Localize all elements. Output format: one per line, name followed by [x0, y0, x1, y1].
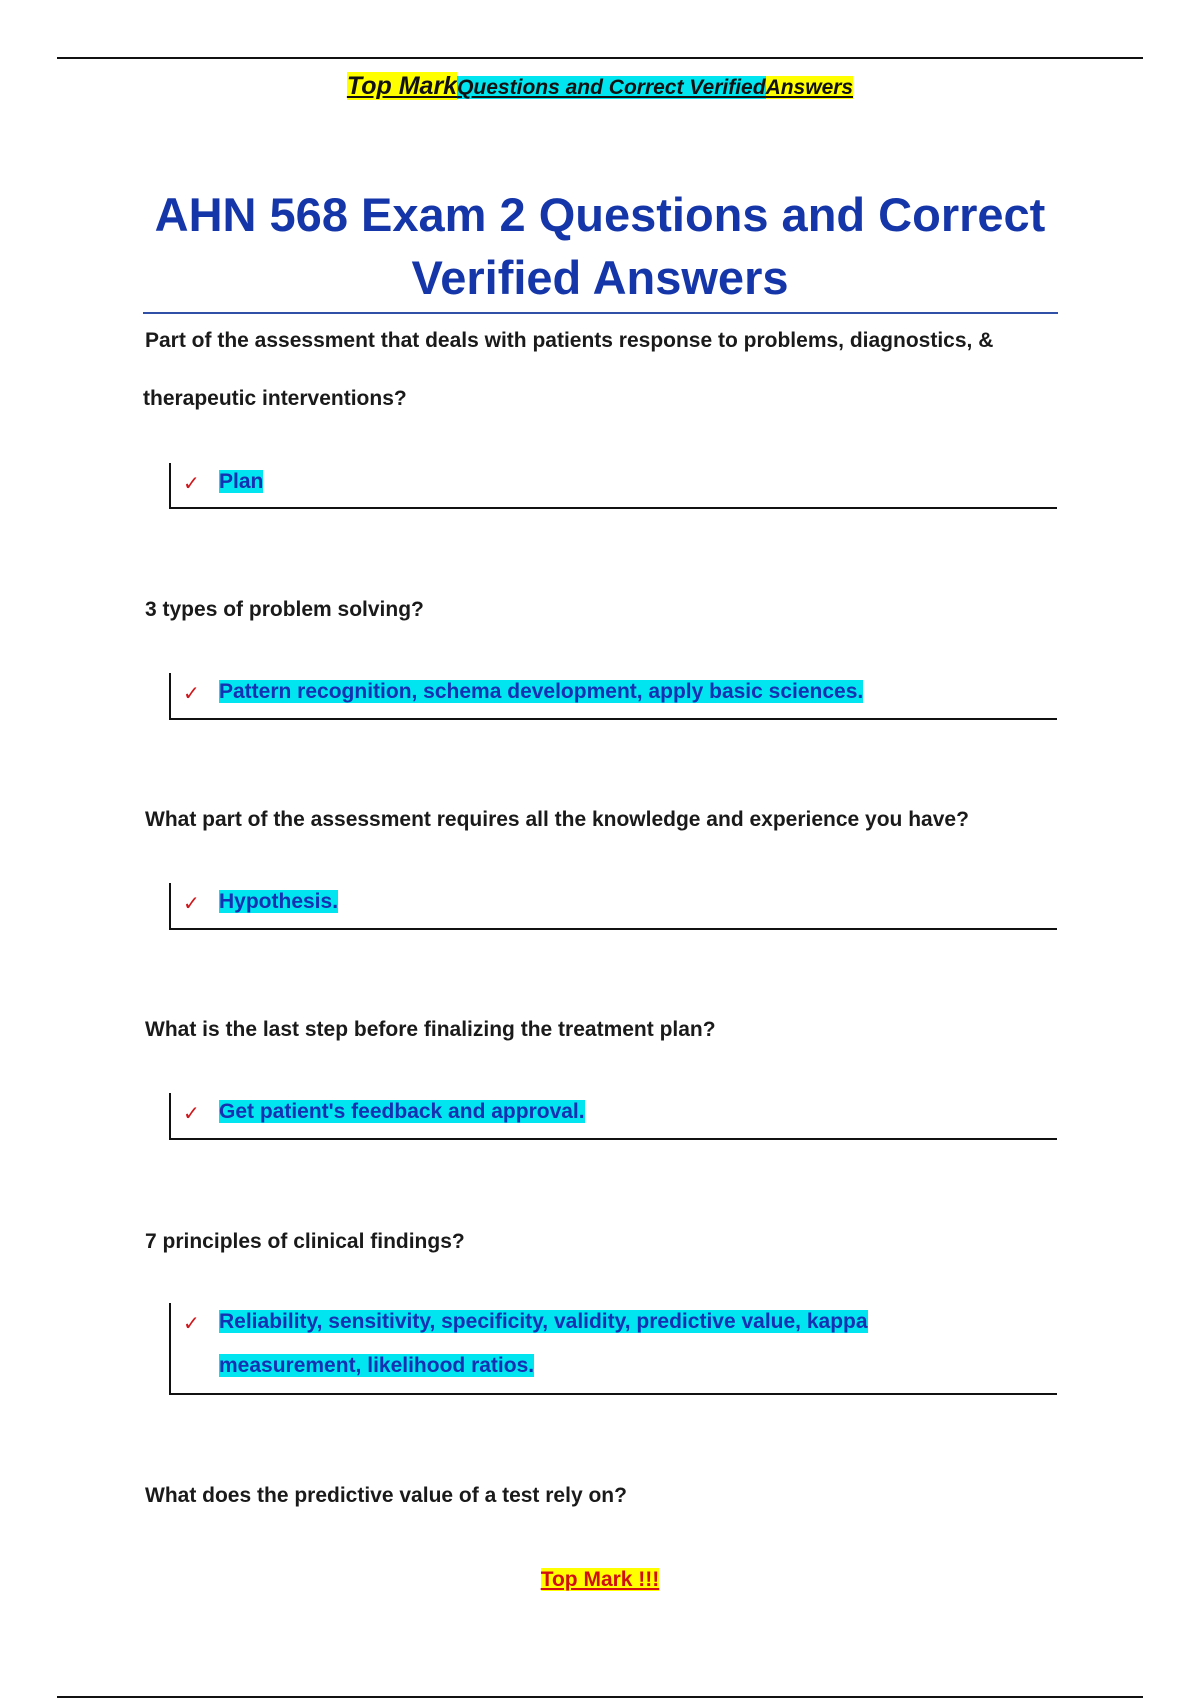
document-title [140, 183, 1060, 309]
answer-box-3 [169, 883, 1057, 930]
header-end: Answers [765, 76, 854, 99]
check-icon: ✓ [183, 683, 200, 705]
title-line-1: AHN 568 Exam 2 Questions and Correct [154, 188, 1046, 241]
question-1-line-1: Part of the assessment that deals with patients response to problems, diagnostics, & [145, 329, 994, 352]
question-6: What does the predictive value of a test rely on? [145, 1484, 627, 1507]
question-3: What part of the assessment requires all the knowledge and experience you have? [145, 808, 969, 831]
answer-5-line-2: measurement, likelihood ratios. [219, 1354, 535, 1377]
top-rule [57, 57, 1143, 59]
answer-5-line-1: Reliability, sensitivity, specificity, validity, predictive value, kappa [219, 1310, 868, 1333]
footer-mark [0, 1568, 1200, 1592]
answer-box-5 [169, 1303, 1057, 1395]
page-header [0, 72, 1200, 101]
footer-mark-text: Top Mark !!! [540, 1568, 660, 1591]
answer-4: Get patient's feedback and approval. [219, 1100, 585, 1123]
question-1-line-2: therapeutic interventions? [143, 387, 407, 410]
check-icon: ✓ [183, 893, 200, 915]
check-icon: ✓ [183, 473, 200, 495]
answer-box-4 [169, 1093, 1057, 1140]
answer-1: Plan [219, 470, 264, 493]
check-icon: ✓ [183, 1313, 200, 1335]
title-line-2: Verified Answers [411, 251, 789, 304]
answer-3: Hypothesis. [219, 890, 339, 913]
question-4: What is the last step before finalizing the treatment plan? [145, 1018, 716, 1041]
check-icon: ✓ [183, 1103, 200, 1125]
answer-box-1 [169, 463, 1057, 509]
answer-box-2 [169, 673, 1057, 720]
answer-5 [219, 1300, 868, 1388]
answer-2: Pattern recognition, schema development, apply basic sciences. [219, 680, 864, 703]
question-1 [145, 312, 1045, 428]
header-brand: Top Mark [346, 72, 458, 100]
question-2: 3 types of problem solving? [145, 598, 424, 621]
question-5: 7 principles of clinical findings? [145, 1230, 465, 1253]
header-middle: Questions and Correct Verified [457, 76, 766, 99]
bottom-rule [57, 1696, 1143, 1698]
